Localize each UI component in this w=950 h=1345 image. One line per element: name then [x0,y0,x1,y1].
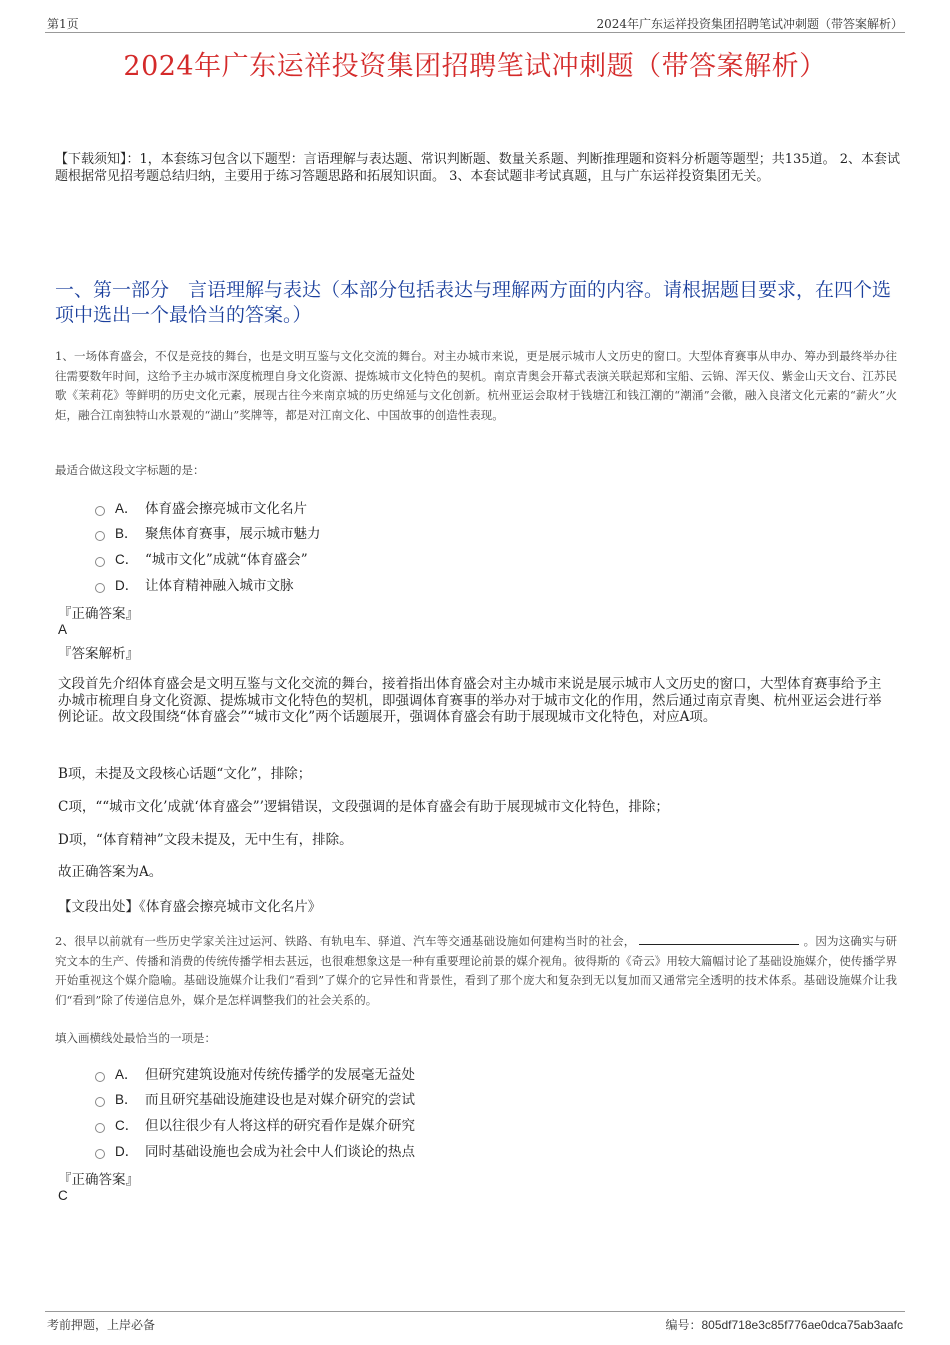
question-2-answer: C [58,1188,68,1203]
section-heading: 一、第一部分 言语理解与表达（本部分包括表达与理解两方面的内容。请根据题目要求，在四个选项中选出一个最恰当的答案。） [55,279,892,326]
page-title: 2024年广东运祥投资集团招聘笔试冲刺题（带答案解析） [123,51,827,82]
page-header [45,12,905,33]
question-1-option-d[interactable]: D． 让体育精神融入城市文脉 [95,574,294,594]
question-1-stem: 1、一场体育盛会，不仅是竞技的舞台，也是文明互鉴与文化交流的舞台。对主办城市来说，更是展示城市人文历史的窗口。大型体育赛事从申办、筹办到最终举办往往需要数年时间，这给予主办城市深度梳理自身文化资源、提炼城市文化特色的契机。南京青奥会开幕式表演关联起郑和宝船、云锦、浑天仪、紫金山天文台、江苏民歌《茉莉花》等鲜明的历史文化元素，展现古往今来南京城的历史绵延与文化创新。杭州亚运会取材于钱塘江和钱江潮的“潮涌”会徽，融入良渚文化元素的“薪火”火炬，融合江南独特山水景观的“湖山”奖牌等，都是对江南文化、中国故事的创造性表现。 [55,349,897,422]
fill-blank [639,932,799,945]
question-1-option-c[interactable]: C． “城市文化”成就“体育盛会” [95,548,308,568]
question-1-analysis-main: 文段首先介绍体育盛会是文明互鉴与文化交流的舞台，接着指出体育盛会对主办城市来说是展示城市人文历史的窗口，大型体育赛事给予主办城市梳理自身文化资源、提炼城市文化特色的契机，即强调体育赛事的举办对于城市文化的作用，然后通过南京青奥、杭州亚运会进行举例论证。故文段围绕“体育盛会”“城市文化”两个话题展开，强调体育盛会有助于展现城市文化特色，对应A项。 [58,676,882,725]
download-notice: 【下载须知】：1，本套练习包含以下题型：言语理解与表达题、常识判断题、数量关系题、判断推理题和资料分析题等题型；共135道。 2、本套试题根据常见招考题总结归纳，主要用于练习答题思路和拓展知识面。 3、本套试题非考试真题，且与广东运祥投资集团无关。 [55,152,900,184]
radio-icon[interactable] [95,557,105,567]
radio-icon[interactable] [95,1072,105,1082]
question-1-answer: A [58,622,68,637]
question-1-option-b[interactable]: B． 聚焦体育赛事，展示城市魅力 [95,522,321,542]
question-1-source: 【文段出处】《体育盛会擦亮城市文化名片》 [58,899,322,915]
page-number: 第1页 [47,17,79,31]
question-2-option-b[interactable]: B． 而且研究基础设施建设也是对媒介研究的尝试 [95,1088,415,1108]
question-2-option-a[interactable]: A． 但研究建筑设施对传统传播学的发展毫无益处 [95,1063,415,1083]
question-1-option-a[interactable]: A． 体育盛会擦亮城市文化名片 [95,497,307,517]
radio-icon[interactable] [95,506,105,516]
question-1-analysis-c: C项，““城市文化’成就‘体育盛会”’逻辑错误，文段强调的是体育盛会有助于展现城市文化特色，排除； [58,799,669,815]
question-2-option-c[interactable]: C． 但以往很少有人将这样的研究看作是媒介研究 [95,1114,415,1134]
question-2-option-d[interactable]: D． 同时基础设施也会成为社会中人们谈论的热点 [95,1140,415,1160]
question-1-analysis-d: D项，“体育精神”文段未提及，无中生有，排除。 [58,832,353,848]
question-2-prompt: 填入画横线处最恰当的一项是： [55,1031,216,1045]
question-1-answer-label: 『正确答案』 [58,606,139,622]
radio-icon[interactable] [95,1149,105,1159]
radio-icon[interactable] [95,1123,105,1133]
question-1-prompt: 最适合做这段文字标题的是： [55,463,205,477]
radio-icon[interactable] [95,1097,105,1107]
footer-slogan: 考前押题，上岸必备 [47,1318,156,1332]
radio-icon[interactable] [95,531,105,541]
question-1-analysis-label: 『答案解析』 [58,646,139,662]
question-1-analysis-b: B项，未提及文段核心话题“文化”，排除； [58,766,312,782]
header-doc-title: 2024年广东运祥投资集团招聘笔试冲刺题（带答案解析） [596,17,903,31]
document-code: 编号：805df718e3c85f776ae0dca75ab3aafc [665,1318,903,1332]
question-2-answer-label: 『正确答案』 [58,1172,139,1188]
question-2-stem: 2、很早以前就有一些历史学家关注过运河、铁路、有轨电车、驿道、汽车等交通基础设施如何建构当时的社会， 。因为这确实与研究文本的生产、传播和消费的传统传播学相去甚远，也很难想象这是一种有重要理论前景的媒介视角。彼得斯的《奇云》用较大篇幅讨论了基础设施媒介，使传播学界开始重视这个媒介隐喻。基础设施媒介让我们“看到”了媒介的它异性和背景性，看到了那个庞大和复杂到无以复加而又通常完全透明的技术体系。基础设施媒介让我们“看到”除了传递信息外，媒介是怎样调整我们的社会关系的。 [55,934,898,1007]
question-1-analysis-conclusion: 故正确答案为A。 [58,864,163,880]
radio-icon[interactable] [95,583,105,593]
page-footer [45,1311,905,1334]
